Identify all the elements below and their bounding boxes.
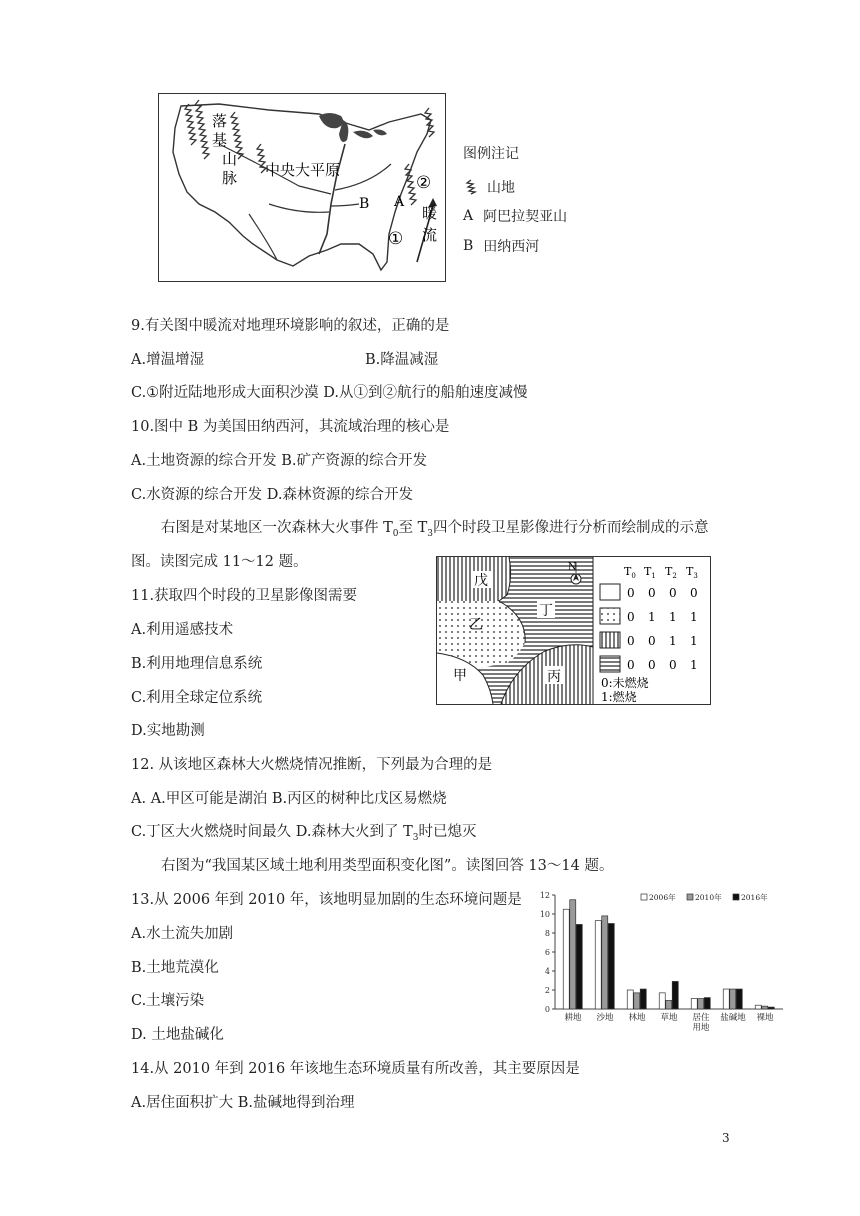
map-circle-1: ① xyxy=(388,229,404,249)
bar-6-0 xyxy=(755,1005,761,1009)
svg-text:1: 1 xyxy=(648,610,656,624)
usa-map-svg xyxy=(159,94,445,281)
warm-current-label-2: 流 xyxy=(422,226,438,244)
q12-cd-post: 时已熄灭 xyxy=(418,824,477,840)
map-legend-title: 图例注记 xyxy=(463,146,519,162)
bar-1-1 xyxy=(602,916,608,1009)
intro-11-pre: 右图是对某地区一次森林大火事件 T xyxy=(161,520,393,536)
x-tick-label-3: 草地 xyxy=(660,1013,678,1023)
bar-4-1 xyxy=(698,999,704,1009)
bar-5-0 xyxy=(723,989,729,1009)
q11-option-c: C.利用全球定位系统 xyxy=(131,690,263,706)
map-circle-2: ② xyxy=(416,173,432,193)
legend-a-text: 阿巴拉契亚山 xyxy=(483,209,568,225)
bar-5-2 xyxy=(736,989,742,1009)
rocky-label-2: 基 xyxy=(212,131,228,149)
mountain-icon xyxy=(463,179,477,195)
bar-2-1 xyxy=(634,993,640,1009)
y-tick-label-1: 2 xyxy=(544,986,550,995)
forest-fire-svg xyxy=(437,557,710,704)
warm-current-label-1: 暖 xyxy=(422,204,438,222)
bar-3-2 xyxy=(672,981,678,1009)
x-tick-label-2: 林地 xyxy=(628,1013,646,1023)
svg-text:0: 0 xyxy=(627,634,635,648)
central-plain-label: 中央大平原 xyxy=(265,161,341,179)
intro-13-14: 右图为“我国某区域土地利用类型面积变化图”。读图回答 13～14 题。 xyxy=(161,858,614,874)
svg-text:0: 0 xyxy=(648,658,656,672)
q13-option-a: A.水土流失加剧 xyxy=(131,926,234,942)
svg-text:0: 0 xyxy=(627,610,635,624)
q13-stem: 13.从 2006 年到 2010 年，该地明显加剧的生态环境问题是 xyxy=(131,892,522,908)
y-tick-label-0: 0 xyxy=(544,1005,550,1014)
q10-options-cd: C.水资源的综合开发 D.森林资源的综合开发 xyxy=(131,487,414,503)
q13-option-d: D. 土地盐碱化 xyxy=(131,1027,224,1043)
q9-option-a: A.增温增湿 xyxy=(131,352,205,368)
q14-stem: 14.从 2010 年到 2016 年该地生态环境质量有所改善，其主要原因是 xyxy=(131,1061,580,1077)
land-use-chart xyxy=(535,887,785,1037)
region-wu: 戊 xyxy=(474,573,488,589)
forest-fire-diagram xyxy=(436,556,711,705)
y-tick-label-6: 12 xyxy=(539,891,550,900)
region-yi: 乙 xyxy=(469,617,483,633)
land-use-chart-svg xyxy=(535,887,785,1037)
q9-option-b: B.降温减湿 xyxy=(365,352,439,368)
swatch-vertical xyxy=(600,632,620,648)
fire-header-t1: $T_1$ xyxy=(644,565,656,580)
fire-header-t3: $T_3$ xyxy=(686,565,698,580)
legend-b-text: 田纳西河 xyxy=(483,239,540,255)
legend-swatch-0 xyxy=(641,894,647,900)
swatch-blank xyxy=(600,584,620,600)
swatch-dots xyxy=(600,608,620,624)
bar-6-2 xyxy=(768,1007,774,1009)
x-tick-label-0: 耕地 xyxy=(564,1013,582,1023)
x-tick-label-4: 居住 xyxy=(692,1013,710,1023)
svg-text:1: 1 xyxy=(669,610,677,624)
intro-11-12-line2: 图。读图完成 11～12 题。 xyxy=(131,554,308,570)
bar-4-2 xyxy=(704,998,710,1009)
region-bing: 丙 xyxy=(547,669,561,685)
swatch-horizontal xyxy=(600,656,620,672)
intro-11-mid: 至 T xyxy=(398,520,428,536)
q13-option-b: B.土地荒漠化 xyxy=(131,960,219,976)
svg-text:0: 0 xyxy=(648,634,656,648)
svg-text:1: 1 xyxy=(669,634,677,648)
q10-options-ab: A.土地资源的综合开发 B.矿产资源的综合开发 xyxy=(131,453,427,469)
bar-1-0 xyxy=(595,921,601,1009)
svg-text:0: 0 xyxy=(669,658,677,672)
x-tick-label-4-b: 用地 xyxy=(692,1023,710,1033)
bar-0-2 xyxy=(576,924,582,1009)
q12-cd-sub: 3 xyxy=(412,832,419,843)
q13-option-c: C.土壤污染 xyxy=(131,993,205,1009)
q11-stem: 11.获取四个时段的卫星影像图需要 xyxy=(131,588,358,604)
region-jia: 甲 xyxy=(453,668,467,684)
bar-2-0 xyxy=(627,990,633,1009)
fire-header-t0: $T_0$ xyxy=(624,565,636,580)
q12-options-cd xyxy=(131,820,477,843)
region-ding: 丁 xyxy=(539,603,553,619)
q9-options-cd: C.①附近陆地形成大面积沙漠 D.从①到②航行的船舶速度减慢 xyxy=(131,385,528,401)
legend-label-1: 2010年 xyxy=(695,893,722,902)
bar-0-0 xyxy=(563,909,569,1009)
q11-option-a: A.利用遥感技术 xyxy=(131,622,234,638)
rocky-label-3: 山 xyxy=(222,150,238,168)
page-number: 3 xyxy=(722,1131,730,1145)
legend-item-b xyxy=(463,236,539,256)
legend-swatch-1 xyxy=(687,894,693,900)
legend-item-a xyxy=(463,206,567,226)
bar-6-1 xyxy=(762,1006,768,1009)
fire-key-0: 0:未燃烧 xyxy=(601,676,649,690)
svg-text:0: 0 xyxy=(669,586,677,600)
x-tick-label-5: 盐碱地 xyxy=(720,1013,746,1023)
q11-option-b: B.利用地理信息系统 xyxy=(131,656,263,672)
q11-option-d: D.实地勘测 xyxy=(131,723,205,739)
legend-label-0: 2006年 xyxy=(649,893,676,902)
q12-stem: 12. 从该地区森林大火燃烧情况推断，下列最为合理的是 xyxy=(131,757,493,773)
y-tick-label-5: 10 xyxy=(539,910,550,919)
q14-options-ab: A.居住面积扩大 B.盐碱地得到治理 xyxy=(131,1095,355,1111)
map-label-a: A xyxy=(394,194,405,210)
intro-11-sub0: 0 xyxy=(392,528,399,539)
bar-3-1 xyxy=(666,1000,672,1009)
legend-label-2: 2016年 xyxy=(741,893,768,902)
fire-key-1: 1:燃烧 xyxy=(601,690,637,704)
rocky-label-4: 脉 xyxy=(222,169,238,187)
x-tick-label-6: 裸地 xyxy=(756,1013,774,1023)
legend-mountain-text: 山地 xyxy=(487,180,515,196)
intro-11-sub3: 3 xyxy=(427,528,434,539)
legend-item-mountain xyxy=(463,177,515,197)
fire-values xyxy=(627,586,698,672)
bar-1-2 xyxy=(608,924,614,1010)
y-tick-label-4: 8 xyxy=(544,929,550,938)
q12-options-ab: A. A.甲区可能是湖泊 B.丙区的树种比戊区易燃烧 xyxy=(131,791,447,807)
q12-cd-pre: C.丁区大火燃烧时间最久 D.森林大火到了 T xyxy=(131,824,413,840)
legend-b-symbol: B xyxy=(463,238,474,254)
bar-4-0 xyxy=(691,999,697,1009)
intro-11-12-line1 xyxy=(161,516,709,539)
svg-text:0: 0 xyxy=(627,586,635,600)
bar-5-1 xyxy=(730,989,736,1009)
q10-stem: 10.图中 B 为美国田纳西河，其流域治理的核心是 xyxy=(131,419,450,435)
north-label: N xyxy=(568,562,577,573)
svg-text:1: 1 xyxy=(690,610,698,624)
bar-2-2 xyxy=(640,989,646,1009)
intro-11-post: 四个时段卫星影像进行分析而绘制成的示意 xyxy=(433,520,709,536)
svg-text:0: 0 xyxy=(648,586,656,600)
bar-0-1 xyxy=(570,900,576,1009)
svg-text:1: 1 xyxy=(690,634,698,648)
svg-text:1: 1 xyxy=(690,658,698,672)
fire-header-t2: $T_2$ xyxy=(665,565,677,580)
svg-text:0: 0 xyxy=(690,586,698,600)
map-label-b: B xyxy=(359,196,370,212)
q9-stem: 9.有关图中暖流对地理环境影响的叙述，正确的是 xyxy=(131,318,450,334)
bar-3-0 xyxy=(659,993,665,1009)
legend-a-symbol: A xyxy=(463,208,474,224)
legend-swatch-2 xyxy=(733,894,739,900)
svg-text:0: 0 xyxy=(627,658,635,672)
usa-map xyxy=(158,93,446,282)
x-tick-label-1: 沙地 xyxy=(596,1013,614,1023)
rocky-label-1: 落 xyxy=(212,112,228,130)
y-tick-label-3: 6 xyxy=(544,948,550,957)
y-tick-label-2: 4 xyxy=(544,967,550,976)
